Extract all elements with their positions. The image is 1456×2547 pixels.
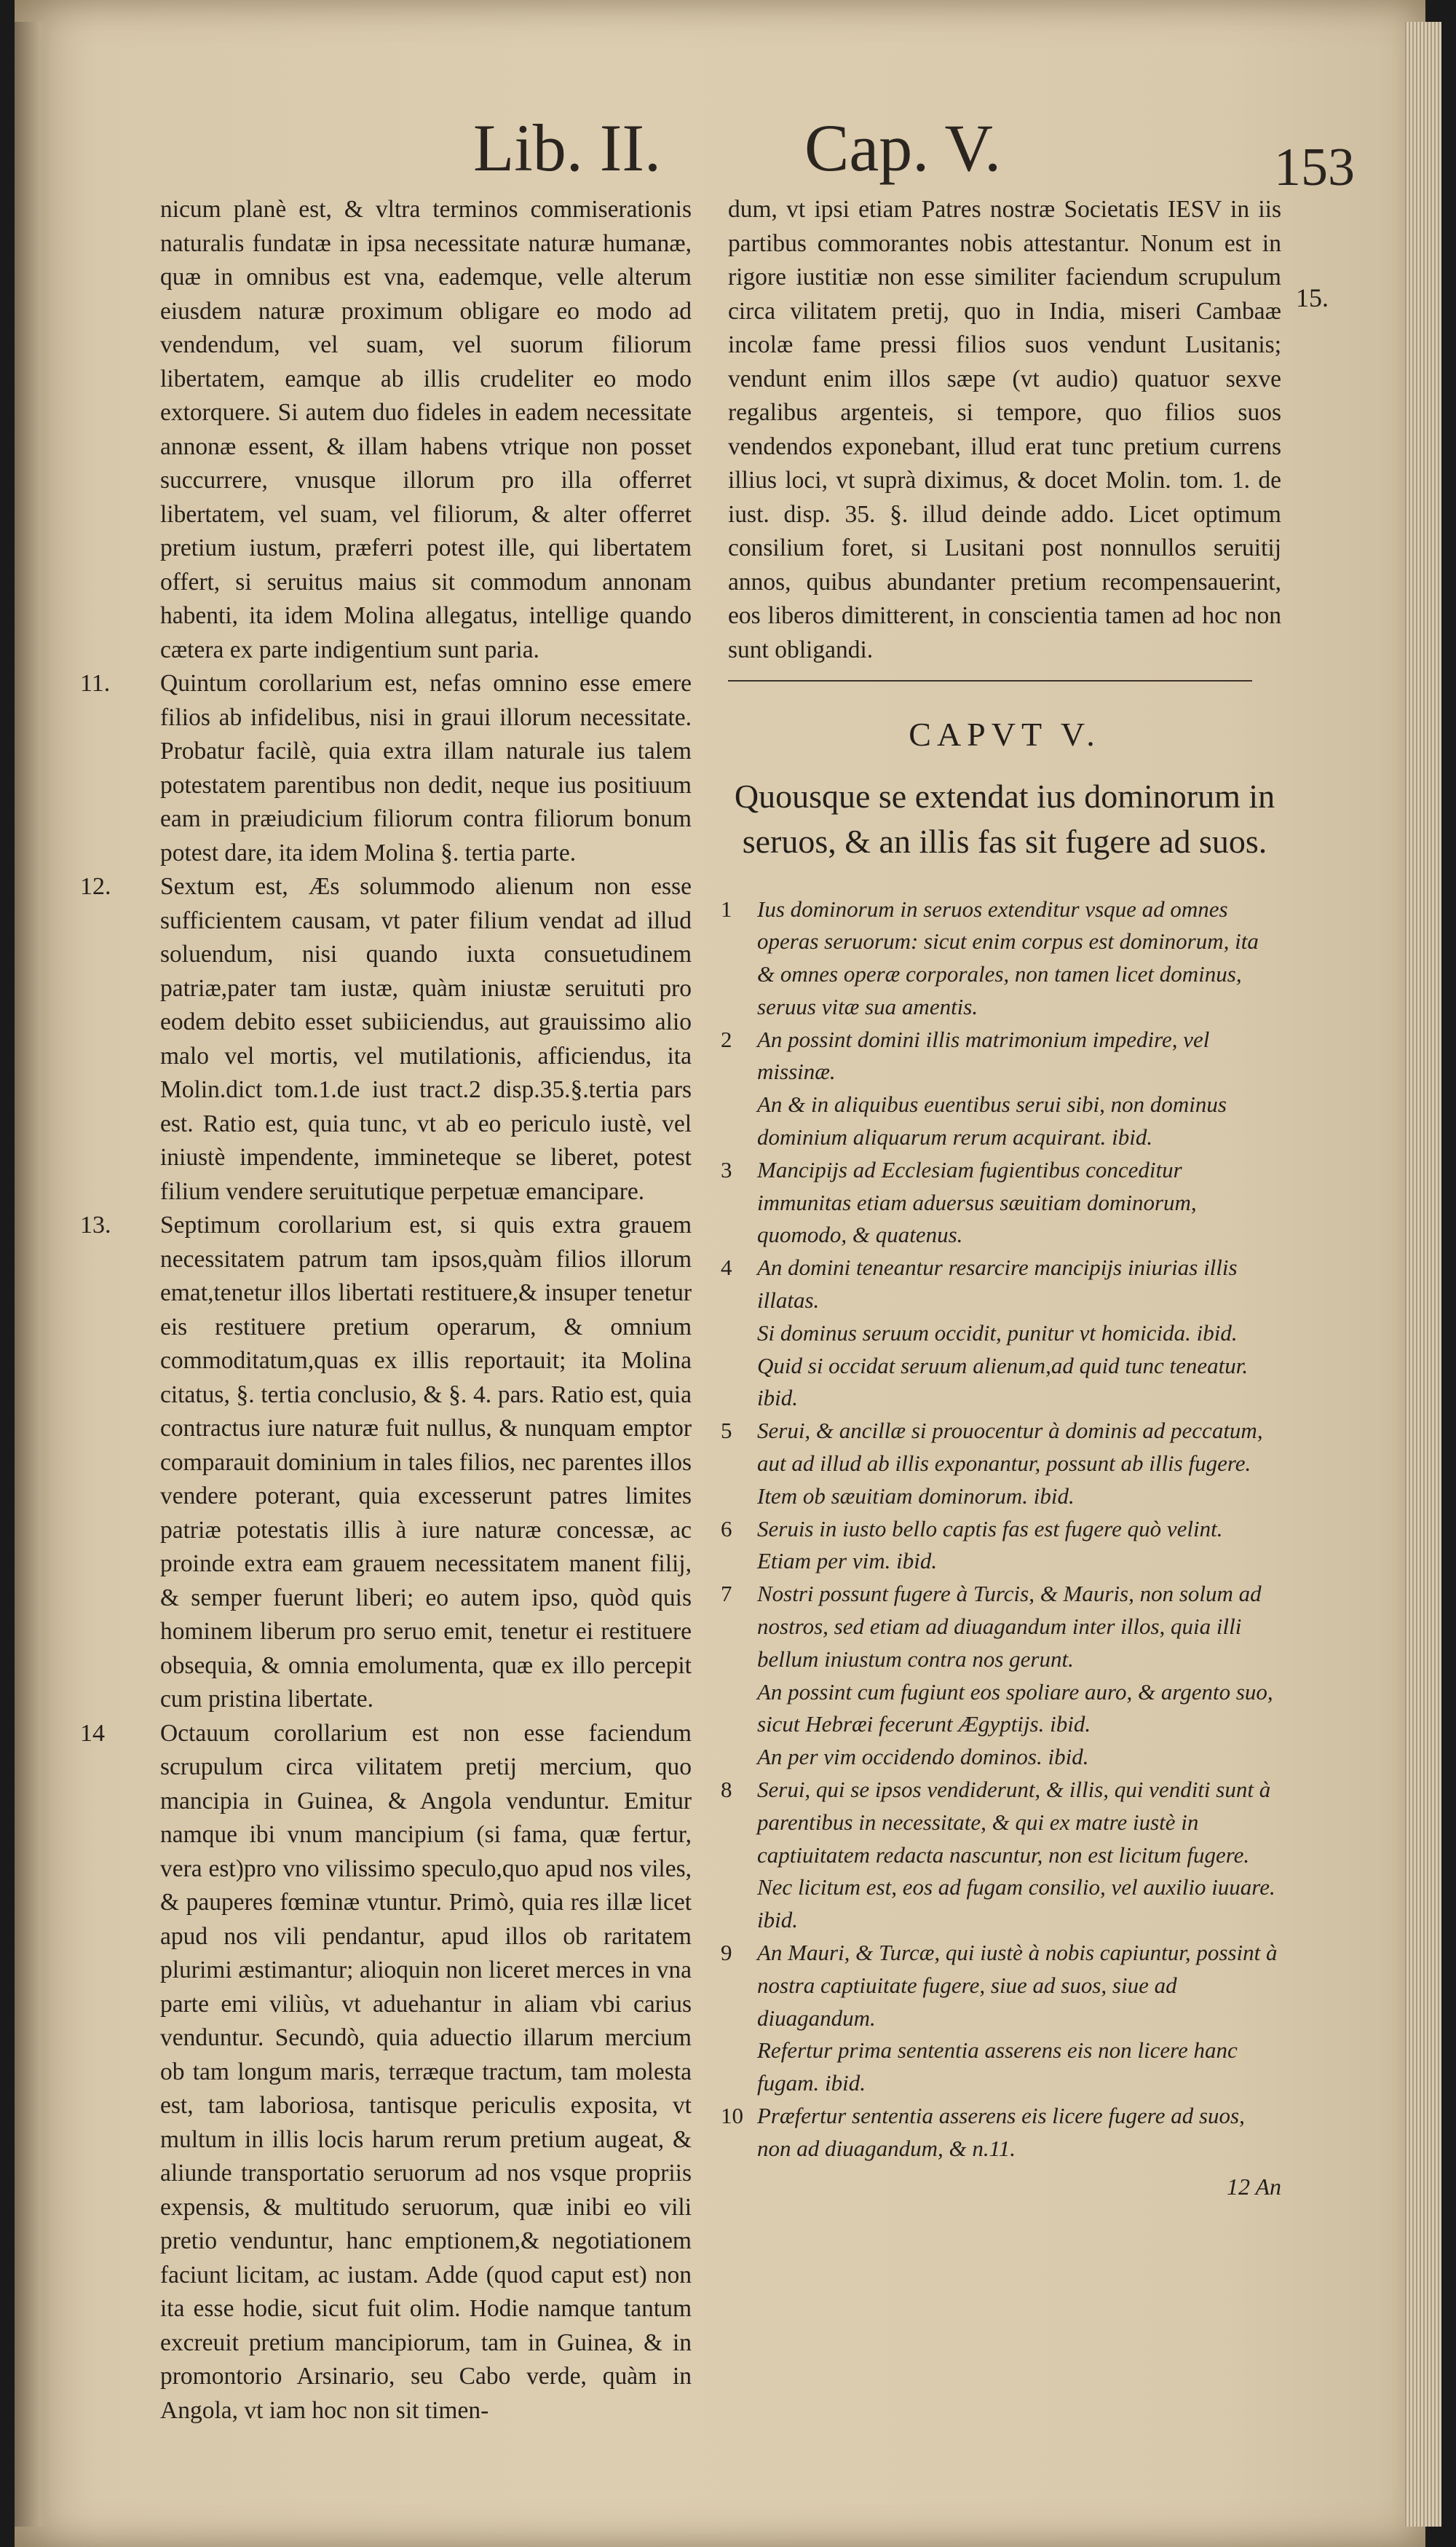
paragraph	[160, 193, 692, 667]
right-column	[721, 193, 1281, 2203]
summary-item: An possint cum fugiunt eos spoliare auro, & argento suo, sicut Hebræi fecerunt Ægyptijs. ibid.	[757, 1678, 1273, 1737]
paragraph	[80, 1717, 692, 2428]
paragraph-number: 12.	[80, 873, 111, 900]
summary-item: 7 Nostri possunt fugere à Turcis, & Mauris, non solum ad nostros, sed etiam ad diuagandum inter illos, quia illi bellum iniustum contra nos gerunt.	[721, 1581, 1262, 1672]
summary-item: Si dominus seruum occidit, punitur vt homicida. ibid.	[757, 1319, 1238, 1346]
page-gutter-shadow	[15, 22, 51, 2527]
book-number: Lib. II.	[473, 111, 662, 185]
summary-item: Refertur prima sententia asserens eis non licere hanc fugam. ibid.	[757, 2037, 1238, 2096]
chapter-heading: CAPVT V.	[909, 716, 1101, 753]
summary-item: 3 Mancipijs ad Ecclesiam fugientibus conceditur immunitas etiam aduersus sæuitiam dominorum, quomodo, & quatenus.	[721, 1156, 1197, 1248]
summary-item: 1 Ius dominorum in seruos extenditur vsque ad omnes operas seruorum: sicut enim corpus est dominorum, ita & omnes operæ corporales, non tamen licet dominus, seruus vitæ sua amentis.	[721, 896, 1259, 1019]
summary-item: An per vim occidendo dominos. ibid.	[757, 1744, 1089, 1770]
summary-item: 4 An domini teneantur resarcire mancipijs iniurias illis illatas.	[721, 1255, 1238, 1314]
summary-item: An & in aliquibus euentibus serui sibi, non dominus dominium aliquarum rerum acquirant. ibid.	[757, 1091, 1227, 1150]
summary-item: 5 Serui, & ancillæ si prouocentur à dominis ad peccatum, aut ad illud ab illis exponantur, possunt ab illis fugere.	[721, 1418, 1263, 1477]
paragraph-number: 14	[80, 1719, 105, 1747]
paragraph	[80, 667, 692, 870]
paragraph-number: 11.	[80, 670, 111, 697]
paragraph-text: Quintum corollarium est, nefas omnino esse emere filios ab infidelibus, nisi in graui illorum necessitate. Probatur facilè, quia extra illam naturale ius talem potestatem parentibus non dedit, neque ius positiuum eam in præiudicium filiorum contra filiorum bonum potest dare, ita idem Molina §. tertia parte.	[160, 670, 692, 866]
summary-item: Item ob sæuitiam dominorum. ibid.	[757, 1482, 1075, 1509]
paragraph-number: 13.	[80, 1212, 111, 1239]
left-column	[80, 193, 692, 2428]
margin-number-15: 15.	[1296, 283, 1329, 312]
page-number: 153	[1274, 138, 1355, 197]
summary-item: Quid si occidat seruum alienum,ad quid tunc teneatur. ibid.	[757, 1352, 1249, 1411]
chapter-summary	[721, 893, 1281, 2165]
summary-item: 2 An possint domini illis matrimonium impedire, vel missinæ.	[721, 1026, 1210, 1085]
running-header	[87, 109, 1369, 197]
page-edge-stack	[1405, 22, 1441, 2527]
paragraph-text: Octauum corollarium est non esse faciendum scrupulum circa vilitatem pretij mercium, quo mancipia in Guinea, & Angola venduntur. Emitur namque ibi vnum mancipium (si fama, quæ fertur, vera est)pro vno vilissimo speculo,quo apud nos viles, & pauperes fœminæ vtuntur. Primò, quia res illæ licet apud nos vili pendantur, apud illos ob raritatem plurimi æstimantur; alioquin non liceret merces in vna parte emi viliùs, vt aduehantur in aliam vbi carius venduntur. Secundò, quia aduectio illarum mercium ob tam longum maris, terræque tractum, tam molesta est, tam laboriosa, tantisque periculis exposita, vt multum in illis locis harum rerum pretium augeat, & aliunde transportatio seruorum ad nos vsque propriis expensis, & multitudo seruorum, quæ inibi eo vili pretio venduntur, hanc emptionem,& negotiationem faciunt licitam, ac iustam. Adde (quod caput est) non ita esse hodie, sicut fuit olim. Hodie namque tantum excreuit pretium mancipiorum, tam in Guinea, & in promontorio Arsinario, seu Cabo verde, quàm in Angola, vt iam hoc non sit timen-	[160, 1719, 692, 2424]
paragraph-text: nicum planè est, & vltra terminos commiserationis naturalis fundatæ in ipsa necessitate naturæ humanæ, quæ in omnibus est vna, eademque, velle alterum eiusdem naturæ proximum obligare eo modo ad vendendum, vel suam, vel suorum filiorum libertatem, eamque ab illis crudeliter eo modo extorquere. Si autem duo fideles in eadem necessitate annonæ essent, & illam habens vtrique non posset succurrere, vnusque illorum pro illa offerret libertatem, vel suam, vel filiorum, & alter offerret pretium iustum, præferri potest ille, qui libertatem offert, si seruitus maius sit commodum annonam habenti, ita idem Molina allegatus, intellige quando cætera ex parte indigentium sunt paria.	[160, 196, 692, 663]
paragraph-text: Sextum est, Æs solummodo alienum non esse sufficientem causam, vt pater filium vendat ad illud soluendum, nisi quando iuxta consuetudinem patriæ,pater tam iustæ, quàm iniustæ seruituti pro eodem debito esset subiiciendus, aut grauissimo alio malo vel mortis, vel mutilationis, afficiendus, ita Molin.dict tom.1.de iust tract.2 disp.35.§.tertia pars est. Ratio est, quia tunc, vt ab eo periculo iustè, vel iniustè impendente, immineteque se liberet, potest filium vendere seruitutique perpetuæ emancipare.	[160, 873, 692, 1205]
summary-item: 10 Præfertur sententia asserens eis licere fugere ad suos, non ad diuagandum, & n.11.	[721, 2102, 1245, 2161]
book-page	[15, 0, 1425, 2547]
summary-item: 8 Serui, qui se ipsos vendiderunt, & illis, qui venditi sunt à parentibus in necessitate, & qui ex matre iustè in captiuitatem redacta nascuntur, non est licitum fugere.	[721, 1777, 1271, 1868]
paragraph-text: dum, vt ipsi etiam Patres nostræ Societatis IESV in iis partibus commorantes nobis attestantur. Nonum est in rigore iustitiæ non esse similiter faciendum scrupulum circa vilitatem pretij, quo in India, miseri Cambaæ incolæ fame pressi filios suos vendunt Lusitanis; vendunt enim illos sæpe (vt audio) quatuor sexve regalibus argenteis, si tempore, quo filios suos vendendos exponebant, illud erat tunc pretium currens illius loci, vt suprà diximus, & docet Molin. tom. 1. de iust. disp. 35. §. illud deinde addo. Licet optimum consilium foret, si Lusitani post nonnullos seruitij annos, quibus abundanter pretium recompensauerint, eos liberos dimitterent, in conscientia tamen ad hoc non sunt obligandi.	[728, 196, 1281, 663]
chapter-number: Cap. V.	[804, 111, 1002, 185]
paragraph	[80, 870, 692, 1209]
catchword: 12 An	[1227, 2173, 1281, 2200]
paragraph	[80, 1209, 692, 1717]
section-rule	[728, 680, 1252, 682]
chapter-title: Quousque se extendat ius dominorum in seruos, & an illis fas sit fugere ad suos.	[734, 777, 1275, 860]
summary-item: 6 Seruis in iusto bello captis fas est fugere quò velint.	[721, 1515, 1223, 1541]
summary-item: Nec licitum est, eos ad fugam consilio, vel auxilio iuuare. ibid.	[757, 1874, 1275, 1933]
summary-item: 9 An Mauri, & Turcæ, qui iustè à nobis capiuntur, possint à nostra captiuitate fugere, siue ad suos, siue ad diuagandum.	[721, 1940, 1278, 2031]
summary-item: Etiam per vim. ibid.	[757, 1548, 938, 1574]
paragraph-text: Septimum corollarium est, si quis extra grauem necessitatem patrum tam ipsos,quàm filios illorum emat,tenetur illos libertati restituere,& insuper tenetur eis restituere pretium operarum, & omnium commoditatum,quas ex illis reportauit; ita Molina citatus, §. tertia conclusio, & §. 4. pars. Ratio est, quia contractus iure naturæ fuit nullus, & nunquam emptor comparauit dominium in tales filios, nec parentes illos vendere poterant, quia excesserunt patres limites patriæ potestatis illis à iure naturæ concessæ, ac proinde extra eam grauem necessitatem manent filij, & semper fuerunt liberi; eo autem ipso, quòd quis hominem liberum pro seruo emit, tenetur ei restituere obsequia, & omnia emolumenta, quæ ex illo percepit cum pristina libertate.	[160, 1212, 692, 1713]
